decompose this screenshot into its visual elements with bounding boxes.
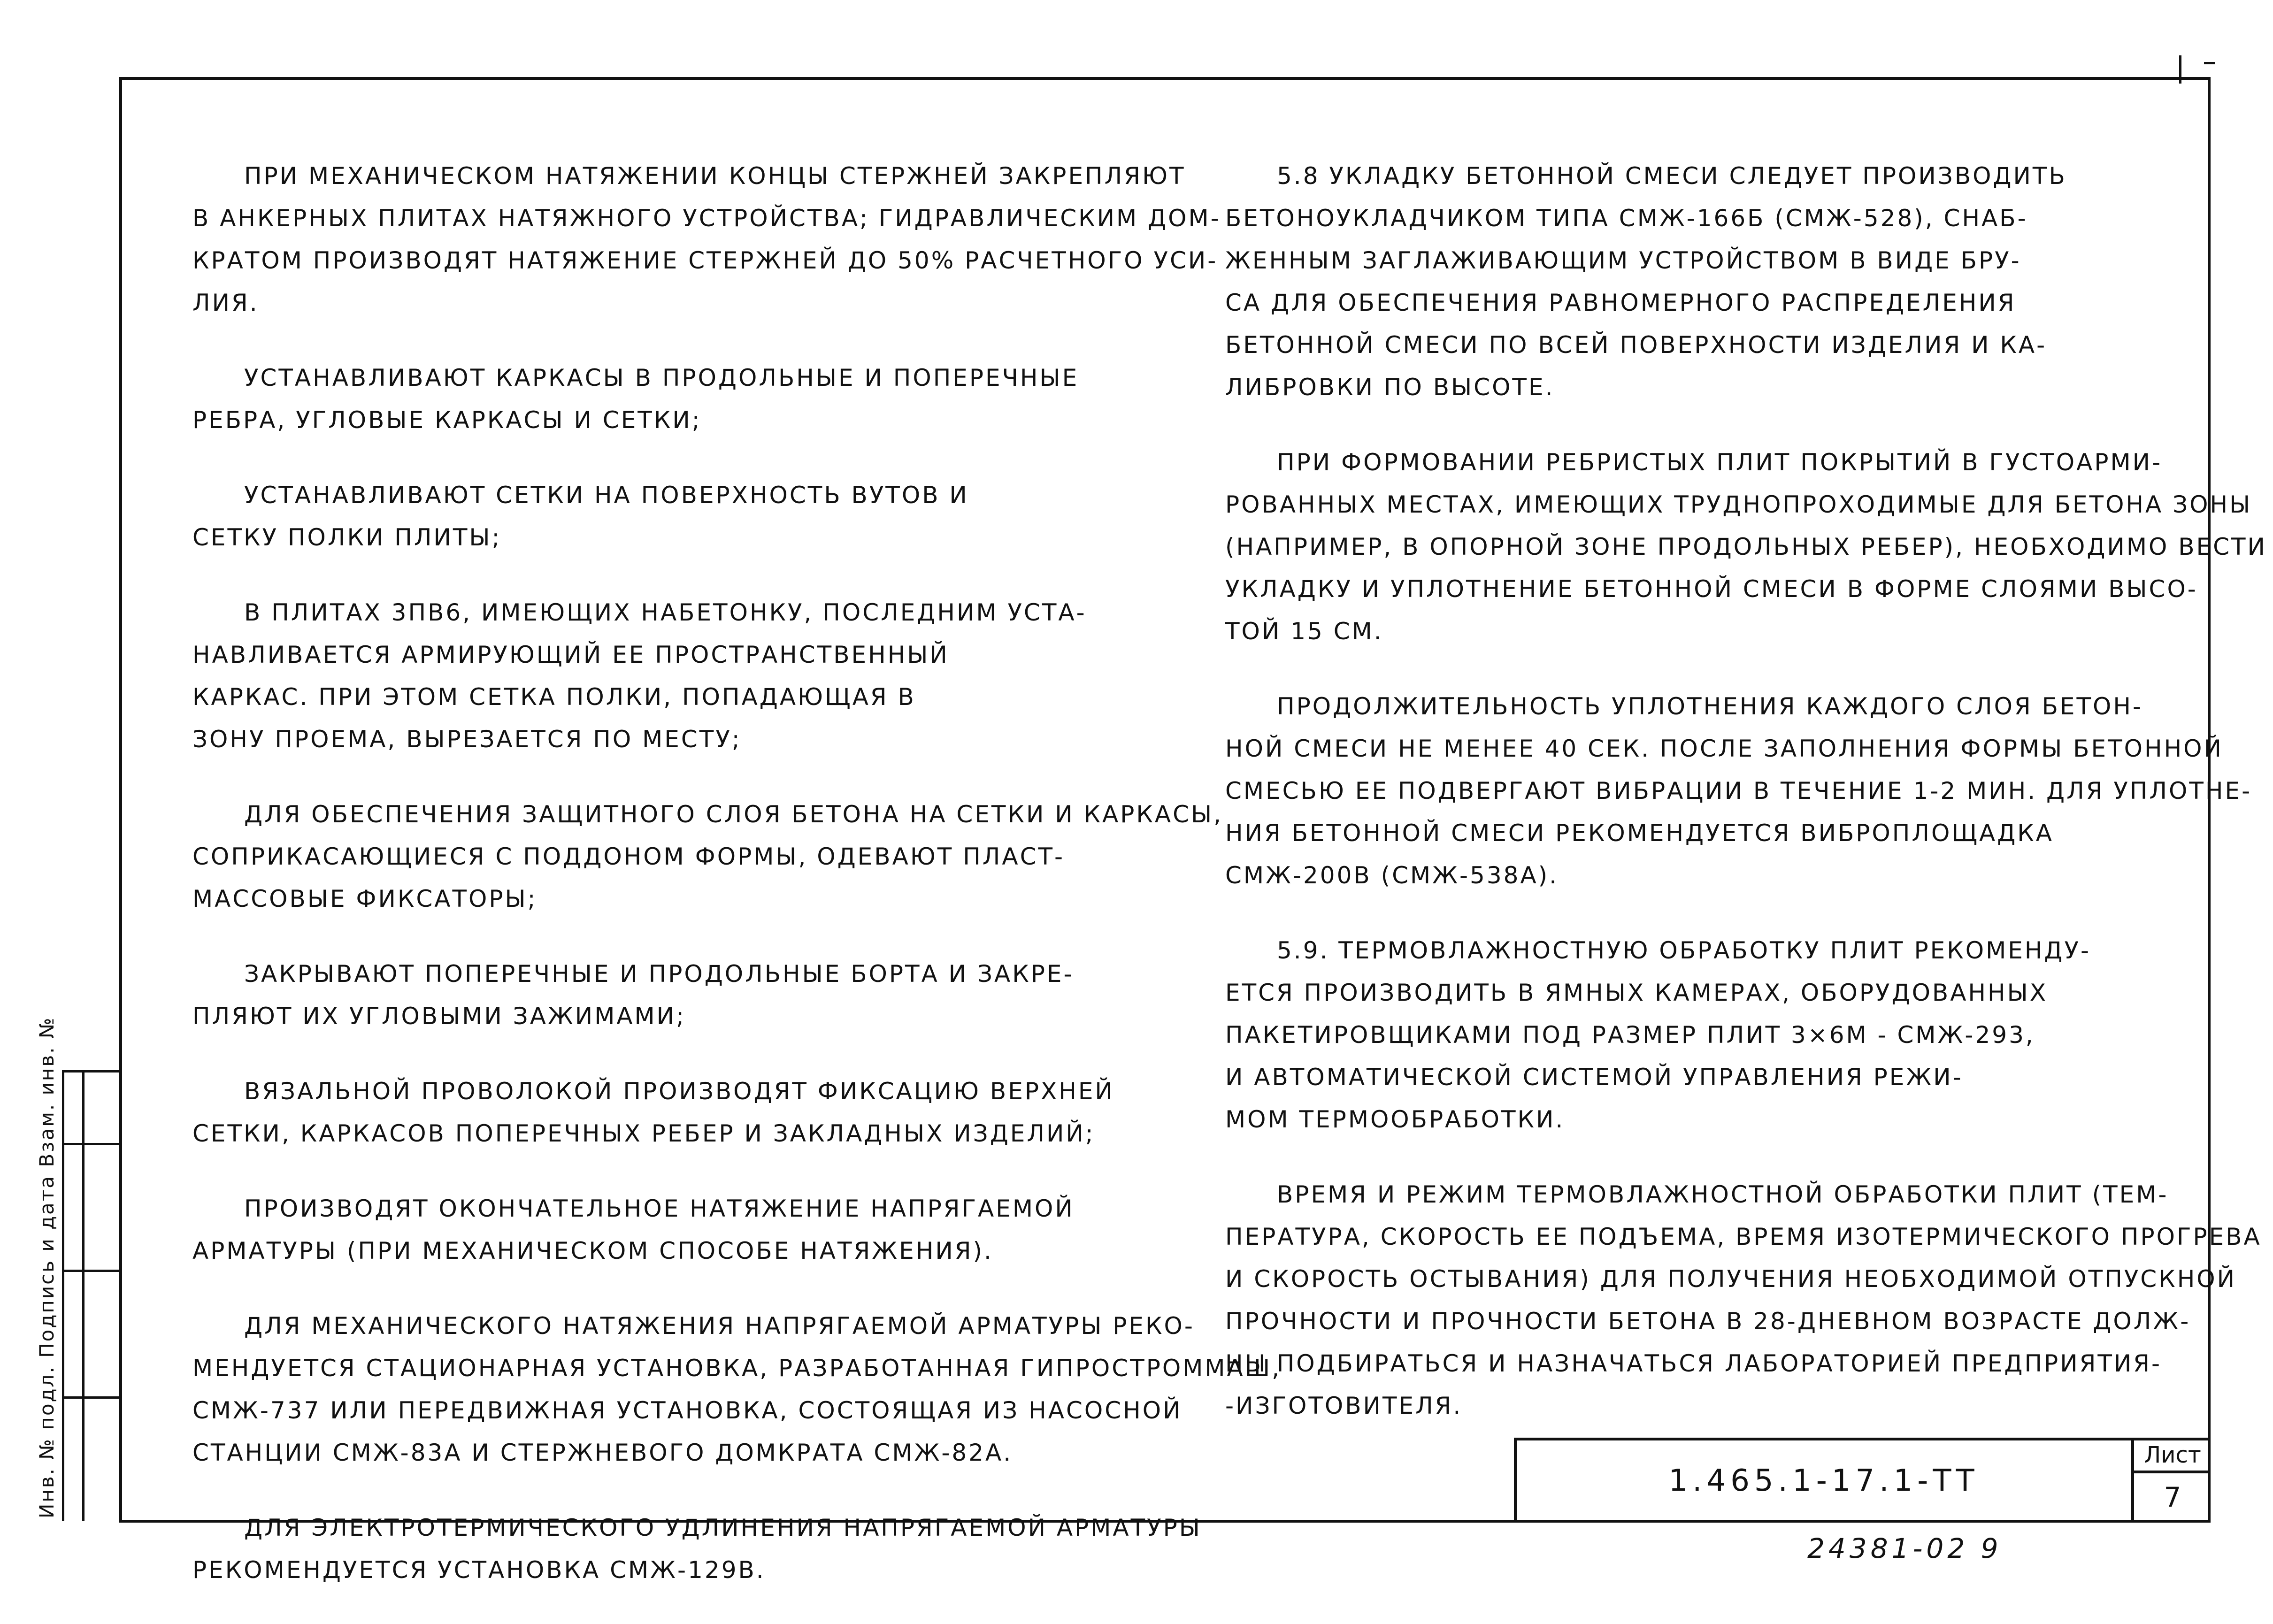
text-line: ВРЕМЯ И РЕЖИМ ТЕРМОВЛАЖНОСТНОЙ ОБРАБОТКИ ПЛИТ (ТЕМ-	[1277, 1181, 2169, 1208]
text-line: ПРОДОЛЖИТЕЛЬНОСТЬ УПЛОТНЕНИЯ КАЖДОГО СЛОЯ БЕТОН-	[1277, 693, 2143, 720]
side-stamp-rule	[64, 1270, 122, 1272]
text-line: РЕБРА, УГЛОВЫЕ КАРКАСЫ И СЕТКИ;	[192, 406, 702, 434]
side-stamp-divider	[82, 1072, 84, 1521]
text-line: РОВАННЫХ МЕСТАХ, ИМЕЮЩИХ ТРУДНОПРОХОДИМЫЕ ДЛЯ БЕТОНА ЗОНЫ	[1225, 491, 2252, 518]
paragraph	[192, 1305, 1282, 1474]
side-stamp-strip	[62, 1070, 119, 1521]
text-line: БЕТОНОУКЛАДЧИКОМ ТИПА СМЖ-166Б (СМЖ-528), СНАБ-	[1225, 205, 2028, 232]
text-line: КРАТОМ ПРОИЗВОДЯТ НАТЯЖЕНИЕ СТЕРЖНЕЙ ДО 50% РАСЧЕТНОГО УСИ-	[192, 247, 1218, 274]
sheet-number: 7	[2164, 1481, 2181, 1513]
paragraph	[1225, 441, 2267, 652]
text-line: УКЛАДКУ И УПЛОТНЕНИЕ БЕТОННОЙ СМЕСИ В ФОРМЕ СЛОЯМИ ВЫСО-	[1225, 575, 2198, 603]
text-line: ДЛЯ ЭЛЕКТРОТЕРМИЧЕСКОГО УДЛИНЕНИЯ НАПРЯГАЕМОЙ АРМАТУРЫ	[244, 1514, 1202, 1541]
sheet-cell-divider	[2134, 1471, 2211, 1473]
text-line: СМЕСЬЮ ЕЕ ПОДВЕРГАЮТ ВИБРАЦИИ В ТЕЧЕНИЕ 1-2 МИН. ДЛЯ УПЛОТНЕ-	[1225, 777, 2252, 804]
text-line: ЛИБРОВКИ ПО ВЫСОТЕ.	[1225, 374, 1555, 401]
text-line: ЖЕННЫМ ЗАГЛАЖИВАЮЩИМ УСТРОЙСТВОМ В ВИДЕ БРУ-	[1225, 247, 2021, 274]
text-line: КАРКАС. ПРИ ЭТОМ СЕТКА ПОЛКИ, ПОПАДАЮЩАЯ В	[192, 683, 916, 711]
paragraph	[192, 793, 1223, 920]
text-line: ЗОНУ ПРОЕМА, ВЫРЕЗАЕТСЯ ПО МЕСТУ;	[192, 726, 742, 753]
paragraph	[1225, 1173, 2262, 1427]
text-line: АРМАТУРЫ (ПРИ МЕХАНИЧЕСКОМ СПОСОБЕ НАТЯЖЕНИЯ).	[192, 1237, 993, 1264]
text-line: ДЛЯ МЕХАНИЧЕСКОГО НАТЯЖЕНИЯ НАПРЯГАЕМОЙ АРМАТУРЫ РЕКО-	[244, 1312, 1195, 1340]
side-stamp-label: Инв. № подл. Подпись и дата Взам. инв. №	[35, 1016, 58, 1518]
text-line: ПЕРАТУРА, СКОРОСТЬ ЕЕ ПОДЪЕМА, ВРЕМЯ ИЗОТЕРМИЧЕСКОГО ПРОГРЕВА	[1225, 1223, 2262, 1250]
text-line: ПРОИЗВОДЯТ ОКОНЧАТЕЛЬНОЕ НАТЯЖЕНИЕ НАПРЯГАЕМОЙ	[244, 1195, 1075, 1222]
text-line: ПРИ МЕХАНИЧЕСКОМ НАТЯЖЕНИИ КОНЦЫ СТЕРЖНЕЙ ЗАКРЕПЛЯЮТ	[244, 162, 1186, 190]
text-line: ПРОЧНОСТИ И ПРОЧНОСТИ БЕТОНА В 28-ДНЕВНОМ ВОЗРАСТЕ ДОЛЖ-	[1225, 1308, 2191, 1335]
archive-number: 24381-02 9	[1807, 1532, 2002, 1564]
paragraph	[192, 474, 1131, 559]
text-line: МЕНДУЕТСЯ СТАЦИОНАРНАЯ УСТАНОВКА, РАЗРАБОТАННАЯ ГИПРОСТРОММАШ,	[192, 1355, 1282, 1382]
corner-dash	[2204, 62, 2215, 64]
text-line: МОМ ТЕРМООБРАБОТКИ.	[1225, 1106, 1565, 1133]
text-line: СОПРИКАСАЮЩИЕСЯ С ПОДДОНОМ ФОРМЫ, ОДЕВАЮТ ПЛАСТ-	[192, 843, 1065, 870]
text-line: СТАНЦИИ СМЖ-83А И СТЕРЖНЕВОГО ДОМКРАТА СМЖ-82А.	[192, 1439, 1013, 1466]
text-line: ПЛЯЮТ ИХ УГЛОВЫМИ ЗАЖИМАМИ;	[192, 1003, 686, 1030]
corner-mark	[2179, 55, 2193, 84]
text-line: ТОЙ 15 СМ.	[1225, 618, 1383, 645]
side-stamp-rule	[64, 1143, 122, 1145]
text-line: СА ДЛЯ ОБЕСПЕЧЕНИЯ РАВНОМЕРНОГО РАСПРЕДЕЛЕНИЯ	[1225, 289, 2016, 316]
paragraph	[1225, 685, 2252, 896]
sheet-label: Лист	[2144, 1442, 2201, 1468]
paragraph	[192, 155, 1221, 324]
paragraph	[192, 357, 1131, 441]
text-line: ЗАКРЫВАЮТ ПОПЕРЕЧНЫЕ И ПРОДОЛЬНЫЕ БОРТА И ЗАКРЕ-	[244, 960, 1074, 988]
text-line: СЕТКИ, КАРКАСОВ ПОПЕРЕЧНЫХ РЕБЕР И ЗАКЛАДНЫХ ИЗДЕЛИЙ;	[192, 1120, 1095, 1147]
text-line: В ПЛИТАХ 3ПВ6, ИМЕЮЩИХ НАБЕТОНКУ, ПОСЛЕДНИМ УСТА-	[244, 599, 1087, 626]
text-line: РЕКОМЕНДУЕТСЯ УСТАНОВКА СМЖ-129В.	[192, 1556, 766, 1584]
text-line: БЕТОННОЙ СМЕСИ ПО ВСЕЙ ПОВЕРХНОСТИ ИЗДЕЛИЯ И КА-	[1225, 331, 2047, 359]
paragraph	[192, 1507, 1202, 1591]
text-line: ПРИ ФОРМОВАНИИ РЕБРИСТЫХ ПЛИТ ПОКРЫТИЙ В ГУСТОАРМИ-	[1277, 449, 2163, 476]
text-line: 5.9. ТЕРМОВЛАЖНОСТНУЮ ОБРАБОТКУ ПЛИТ РЕКОМЕНДУ-	[1277, 937, 2091, 964]
text-line: МАССОВЫЕ ФИКСАТОРЫ;	[192, 885, 538, 912]
paragraph	[1225, 155, 2183, 408]
text-line: ЛИЯ.	[192, 289, 259, 316]
text-line: (НАПРИМЕР, В ОПОРНОЙ ЗОНЕ ПРОДОЛЬНЫХ РЕБЕР), НЕОБХОДИМО ВЕСТИ	[1225, 533, 2267, 560]
text-line: ДЛЯ ОБЕСПЕЧЕНИЯ ЗАЩИТНОГО СЛОЯ БЕТОНА НА СЕТКИ И КАРКАСЫ,	[244, 801, 1223, 828]
paragraph	[1225, 929, 2183, 1141]
text-line: 5.8 УКЛАДКУ БЕТОННОЙ СМЕСИ СЛЕДУЕТ ПРОИЗВОДИТЬ	[1277, 162, 2067, 190]
text-line: ВЯЗАЛЬНОЙ ПРОВОЛОКОЙ ПРОИЗВОДЯТ ФИКСАЦИЮ ВЕРХНЕЙ	[244, 1078, 1114, 1105]
text-line: И АВТОМАТИЧЕСКОЙ СИСТЕМОЙ УПРАВЛЕНИЯ РЕЖИ-	[1225, 1064, 1963, 1091]
text-line: СМЖ-737 ИЛИ ПЕРЕДВИЖНАЯ УСТАНОВКА, СОСТОЯЩАЯ ИЗ НАСОСНОЙ	[192, 1397, 1183, 1424]
left-text-column	[192, 155, 1282, 1624]
paragraph	[192, 1070, 1131, 1155]
text-line: В АНКЕРНЫХ ПЛИТАХ НАТЯЖНОГО УСТРОЙСТВА; ГИДРАВЛИЧЕСКИМ ДОМ-	[192, 205, 1221, 232]
text-line: УСТАНАВЛИВАЮТ СЕТКИ НА ПОВЕРХНОСТЬ ВУТОВ И	[244, 482, 969, 509]
text-line: ПАКЕТИРОВЩИКАМИ ПОД РАЗМЕР ПЛИТ 3×6М - СМЖ-293,	[1225, 1021, 2035, 1049]
document-code: 1.465.1-17.1-ТТ	[1668, 1463, 1979, 1498]
text-line: ЕТСЯ ПРОИЗВОДИТЬ В ЯМНЫХ КАМЕРАХ, ОБОРУДОВАННЫХ	[1225, 979, 2048, 1006]
text-line: НИЯ БЕТОННОЙ СМЕСИ РЕКОМЕНДУЕТСЯ ВИБРОПЛОЩАДКА	[1225, 820, 2054, 847]
paragraph	[192, 1187, 1131, 1272]
text-line: НАВЛИВАЕТСЯ АРМИРУЮЩИЙ ЕЕ ПРОСТРАНСТВЕННЫЙ	[192, 641, 949, 668]
paragraph	[192, 953, 1131, 1037]
text-line: -ИЗГОТОВИТЕЛЯ.	[1225, 1392, 1463, 1419]
paragraph	[192, 591, 1131, 760]
text-line: И СКОРОСТЬ ОСТЫВАНИЯ) ДЛЯ ПОЛУЧЕНИЯ НЕОБХОДИМОЙ ОТПУСКНОЙ	[1225, 1265, 2237, 1293]
text-line: УСТАНАВЛИВАЮТ КАРКАСЫ В ПРОДОЛЬНЫЕ И ПОПЕРЕЧНЫЕ	[244, 364, 1079, 391]
text-line: НОЙ СМЕСИ НЕ МЕНЕЕ 40 СЕК. ПОСЛЕ ЗАПОЛНЕНИЯ ФОРМЫ БЕТОННОЙ	[1225, 735, 2223, 762]
text-line: СЕТКУ ПОЛКИ ПЛИТЫ;	[192, 524, 502, 551]
text-line: СМЖ-200В (СМЖ-538А).	[1225, 862, 1559, 889]
text-line: НЫ ПОДБИРАТЬСЯ И НАЗНАЧАТЬСЯ ЛАБОРАТОРИЕЙ ПРЕДПРИЯТИЯ-	[1225, 1350, 2162, 1377]
side-stamp-rule	[64, 1396, 122, 1399]
